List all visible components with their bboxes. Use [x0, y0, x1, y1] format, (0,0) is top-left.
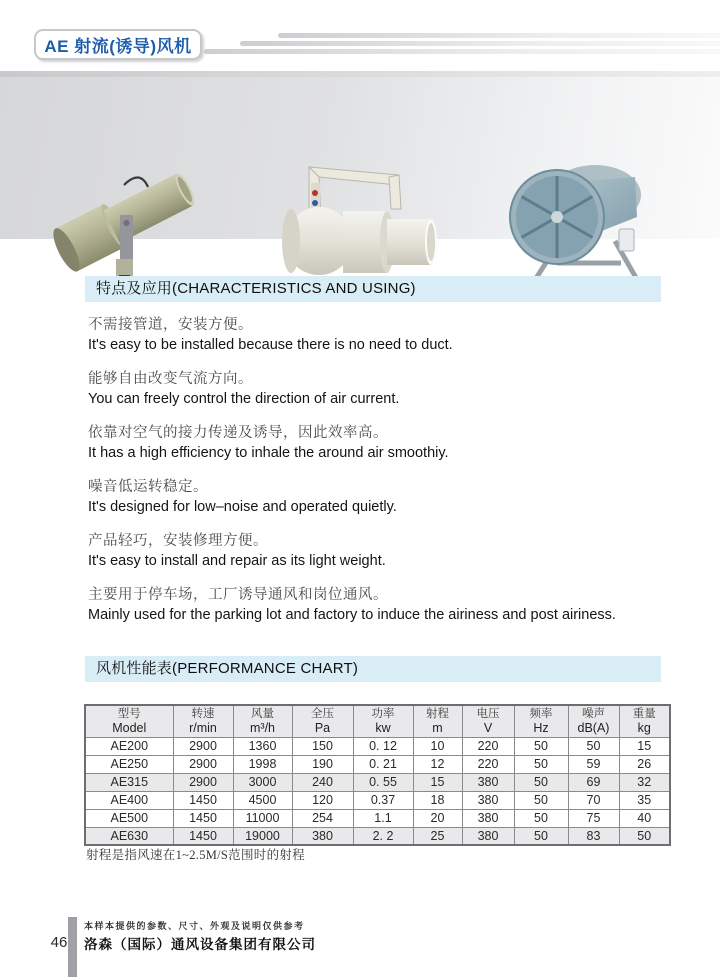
- feature-en-text: It's easy to be installed because there is no need to duct.: [88, 337, 453, 353]
- table-cell: 0. 55: [353, 773, 413, 791]
- table-header-cell: [173, 705, 233, 737]
- header-stripe: [278, 33, 720, 38]
- table-cell: 120: [292, 791, 353, 809]
- table-header-cell: [292, 705, 353, 737]
- header-zh: 射程: [426, 708, 449, 721]
- model-cell: AE315: [85, 773, 173, 791]
- table-cell: 15: [619, 737, 670, 755]
- table-cell: 1450: [173, 809, 233, 827]
- header-en: r/min: [189, 721, 217, 736]
- performance-heading: 风机性能表(PERFORMANCE CHART): [85, 656, 661, 682]
- header-en: V: [483, 721, 493, 736]
- table-cell: 2900: [173, 773, 233, 791]
- header-zh: 转速: [191, 708, 215, 721]
- feature-item: [88, 315, 668, 355]
- model-cell: AE250: [85, 755, 173, 773]
- header-en: Hz: [533, 721, 549, 736]
- table-cell: 50: [514, 827, 568, 845]
- table-cell: 11000: [233, 809, 292, 827]
- table-cell: 20: [413, 809, 462, 827]
- table-cell: 75: [568, 809, 619, 827]
- table-cell: 35: [619, 791, 670, 809]
- table-cell: 70: [568, 791, 619, 809]
- table-cell: 0. 21: [353, 755, 413, 773]
- table-row: [85, 791, 670, 809]
- feature-en-text: It's designed for low–noise and operated quietly.: [88, 499, 397, 515]
- table-cell: 50: [514, 791, 568, 809]
- feature-zh-text: 主要用于停车场，工厂诱导通风和岗位通风。: [88, 587, 388, 603]
- table-header-cell: [462, 705, 514, 737]
- footer-divider-bar: [68, 917, 77, 977]
- table-cell: 15: [413, 773, 462, 791]
- table-cell: 150: [292, 737, 353, 755]
- table-cell: 10: [413, 737, 462, 755]
- table-cell: 220: [462, 737, 514, 755]
- feature-item: [88, 369, 668, 409]
- table-cell: 50: [514, 755, 568, 773]
- feature-zh-text: 噪音低运转稳定。: [88, 479, 208, 495]
- model-cell: AE500: [85, 809, 173, 827]
- table-cell: 83: [568, 827, 619, 845]
- page-title-label: AE 射流(诱导)风机: [44, 37, 192, 56]
- axial-fan-stand-image: [503, 155, 655, 295]
- table-cell: 2. 2: [353, 827, 413, 845]
- header-en: Model: [112, 721, 147, 736]
- table-cell: 19000: [233, 827, 292, 845]
- table-cell: 2900: [173, 755, 233, 773]
- table-cell: 2900: [173, 737, 233, 755]
- table-cell: 254: [292, 809, 353, 827]
- table-cell: 26: [619, 755, 670, 773]
- table-header-row: [85, 705, 670, 737]
- feature-item: [88, 423, 668, 463]
- feature-item: [88, 531, 668, 571]
- header-en: kg: [637, 721, 651, 736]
- jet-fan-handle-image: [281, 163, 439, 281]
- header-en: Pa: [314, 721, 331, 736]
- table-header-cell: [413, 705, 462, 737]
- table-cell: 50: [514, 737, 568, 755]
- table-cell: 3000: [233, 773, 292, 791]
- feature-en-text: Mainly used for the parking lot and factory to induce the airiness and post airiness.: [88, 607, 616, 623]
- company-name: 洛森（国际）通风设备集团有限公司: [84, 937, 316, 952]
- table-cell: 380: [462, 773, 514, 791]
- table-cell: 380: [292, 827, 353, 845]
- header-stripe: [240, 41, 720, 46]
- table-header-cell: [568, 705, 619, 737]
- header-en: dB(A): [577, 721, 610, 736]
- table-row: [85, 737, 670, 755]
- header-zh: 噪声: [582, 708, 605, 721]
- table-footnote: 射程是指风速在1~2.5M/S范围时的射程: [86, 848, 305, 862]
- header-en: kw: [375, 721, 391, 736]
- table-row: [85, 809, 670, 827]
- table-cell: 0. 12: [353, 737, 413, 755]
- table-cell: 50: [514, 809, 568, 827]
- table-cell: 50: [568, 737, 619, 755]
- table-cell: 220: [462, 755, 514, 773]
- table-header-cell: [514, 705, 568, 737]
- characteristics-list: [88, 315, 668, 639]
- product-photo-band: [0, 71, 720, 239]
- table-cell: 12: [413, 755, 462, 773]
- table-cell: 380: [462, 827, 514, 845]
- table-header-cell: [233, 705, 292, 737]
- model-cell: AE200: [85, 737, 173, 755]
- header-zh: 电压: [476, 708, 500, 721]
- table-cell: 50: [619, 827, 670, 845]
- header-stripe: [204, 49, 720, 54]
- performance-table: [84, 704, 671, 846]
- table-row: [85, 773, 670, 791]
- feature-zh-text: 不需接管道，安装方便。: [88, 317, 253, 333]
- feature-item: [88, 585, 668, 625]
- table-header-cell: [353, 705, 413, 737]
- table-cell: 190: [292, 755, 353, 773]
- table-cell: 18: [413, 791, 462, 809]
- header-zh: 重量: [632, 708, 656, 721]
- feature-zh-text: 产品轻巧，安装修理方便。: [88, 533, 268, 549]
- feature-en-text: It's easy to install and repair as its light weight.: [88, 553, 386, 569]
- model-cell: AE400: [85, 791, 173, 809]
- table-cell: 1998: [233, 755, 292, 773]
- table-cell: 380: [462, 809, 514, 827]
- table-cell: 380: [462, 791, 514, 809]
- feature-en-text: You can freely control the direction of air current.: [88, 391, 400, 407]
- table-cell: 69: [568, 773, 619, 791]
- table-cell: 0.37: [353, 791, 413, 809]
- header-zh: 型号: [117, 708, 141, 721]
- model-cell: AE630: [85, 827, 173, 845]
- table-header-cell: [85, 705, 173, 737]
- table-cell: 59: [568, 755, 619, 773]
- table-cell: 240: [292, 773, 353, 791]
- table-row: [85, 827, 670, 845]
- page-number: 46: [50, 934, 68, 951]
- table-cell: 1.1: [353, 809, 413, 827]
- table-cell: 40: [619, 809, 670, 827]
- header-en: m: [432, 721, 443, 736]
- table-cell: 4500: [233, 791, 292, 809]
- table-cell: 50: [514, 773, 568, 791]
- feature-en-text: It has a high efficiency to inhale the around air smoothiy.: [88, 445, 449, 461]
- header-en: m³/h: [250, 721, 275, 736]
- table-cell: 1360: [233, 737, 292, 755]
- feature-zh-text: 依靠对空气的接力传递及诱导，因此效率高。: [88, 425, 388, 441]
- feature-item: [88, 477, 668, 517]
- table-cell: 1450: [173, 827, 233, 845]
- table-cell: 32: [619, 773, 670, 791]
- header-zh: 频率: [529, 708, 553, 721]
- footer-disclaimer: 本样本提供的参数、尺寸、外观及说明仅供参考: [84, 921, 305, 931]
- feature-zh-text: 能够自由改变气流方向。: [88, 371, 253, 387]
- header-zh: 全压: [311, 708, 334, 721]
- table-cell: 1450: [173, 791, 233, 809]
- header-zh: 功率: [371, 708, 395, 721]
- table-header-cell: [619, 705, 670, 737]
- table-cell: 25: [413, 827, 462, 845]
- characteristics-heading: 特点及应用(CHARACTERISTICS AND USING): [85, 276, 661, 302]
- table-row: [85, 755, 670, 773]
- header-zh: 风量: [251, 708, 274, 721]
- page-title: [34, 29, 202, 60]
